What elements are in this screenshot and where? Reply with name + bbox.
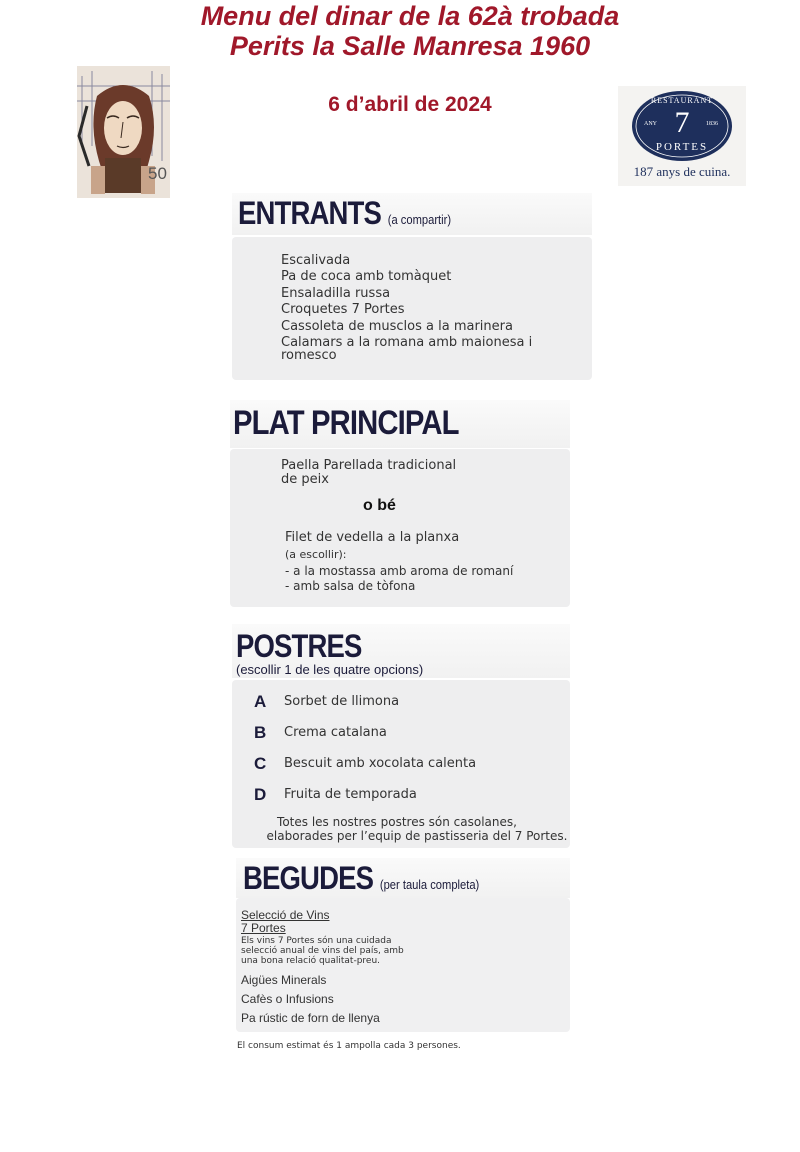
postres-footer-line2: elaborades per l’equip de pastisseria del 7 Portes.: [266, 829, 568, 843]
begudes-water: Aigües Minerals: [241, 973, 327, 987]
entrants-heading: ENTRANTS (a compartir): [238, 195, 452, 231]
entrant-item: Calamars a la romana amb maionesa i: [281, 335, 533, 350]
menu-title-line1: Menu del dinar de la 62à trobada: [200, 1, 620, 31]
begudes-bread: Pa rústic de forn de llenya: [241, 1011, 380, 1025]
entrant-item: Escalivada: [281, 253, 351, 268]
menu-date: 6 d’abril de 2024: [328, 93, 492, 116]
seal-top-text: RESTAURANT: [650, 96, 714, 105]
postre-letter: C: [254, 754, 267, 773]
wine-selection-line1: Selecció de Vins: [241, 908, 330, 922]
begudes-heading: BEGUDES (per taula completa): [243, 860, 480, 896]
seal-number: 7: [674, 106, 690, 139]
postre-item: Sorbet de llimona: [284, 694, 400, 709]
begudes-coffee: Cafès o Infusions: [241, 992, 334, 1006]
postre-letter: D: [254, 785, 267, 804]
principal-sauce: - amb salsa de tòfona: [285, 579, 416, 593]
principal-separator: o bé: [363, 497, 396, 514]
wine-description: selecció anual de vins del país, amb: [241, 946, 404, 956]
entrant-item: Pa de coca amb tomàquet: [281, 269, 452, 284]
wine-description: Els vins 7 Portes són una cuidada: [241, 936, 392, 946]
principal-option2-note: (a escollir):: [285, 548, 347, 561]
anniversary-number: 50: [148, 164, 167, 183]
begudes-footnote: El consum estimat és 1 ampolla cada 3 persones.: [237, 1041, 461, 1051]
entrants-note: (a compartir): [387, 212, 452, 227]
postres-note: (escollir 1 de les quatre opcions): [236, 662, 424, 677]
principal-option2: Filet de vedella a la planxa: [285, 530, 460, 545]
principal-heading: PLAT PRINCIPAL: [233, 404, 459, 442]
restaurant-tagline: 187 anys de cuina.: [633, 164, 731, 179]
principal-sauce: - a la mostassa amb aroma de romaní: [285, 564, 514, 578]
postre-item: Crema catalana: [284, 725, 387, 740]
entrant-item: Croquetes 7 Portes: [281, 302, 405, 317]
postres-heading: POSTRES: [236, 628, 362, 664]
wine-description: una bona relació qualitat-preu.: [241, 956, 381, 966]
seal-bottom-text: PORTES: [655, 141, 709, 153]
begudes-note: (per taula completa): [379, 877, 480, 892]
entrant-item: Cassoleta de musclos a la marinera: [281, 319, 513, 334]
postre-letter: A: [254, 692, 267, 711]
postres-footer-line1: Totes les nostres postres són casolanes,: [277, 815, 517, 829]
wine-selection-line2: 7 Portes: [241, 921, 286, 935]
seal-right-label: 1836: [706, 121, 718, 127]
postre-letter: B: [254, 723, 267, 742]
restaurant-logo: [618, 86, 746, 186]
postre-item: Fruita de temporada: [284, 787, 417, 802]
entrant-item: Ensaladilla russa: [281, 286, 391, 301]
seal-left-label: ANY: [644, 121, 657, 127]
entrant-item: romesco: [281, 348, 337, 363]
postre-item: Bescuit amb xocolata calenta: [284, 756, 477, 771]
anniversary-logo: [77, 66, 170, 198]
menu-title-line2: Perits la Salle Manresa 1960: [229, 31, 591, 61]
principal-option1-line1: Paella Parellada tradicional: [281, 458, 457, 473]
principal-option1-line2: de peix: [281, 472, 329, 487]
